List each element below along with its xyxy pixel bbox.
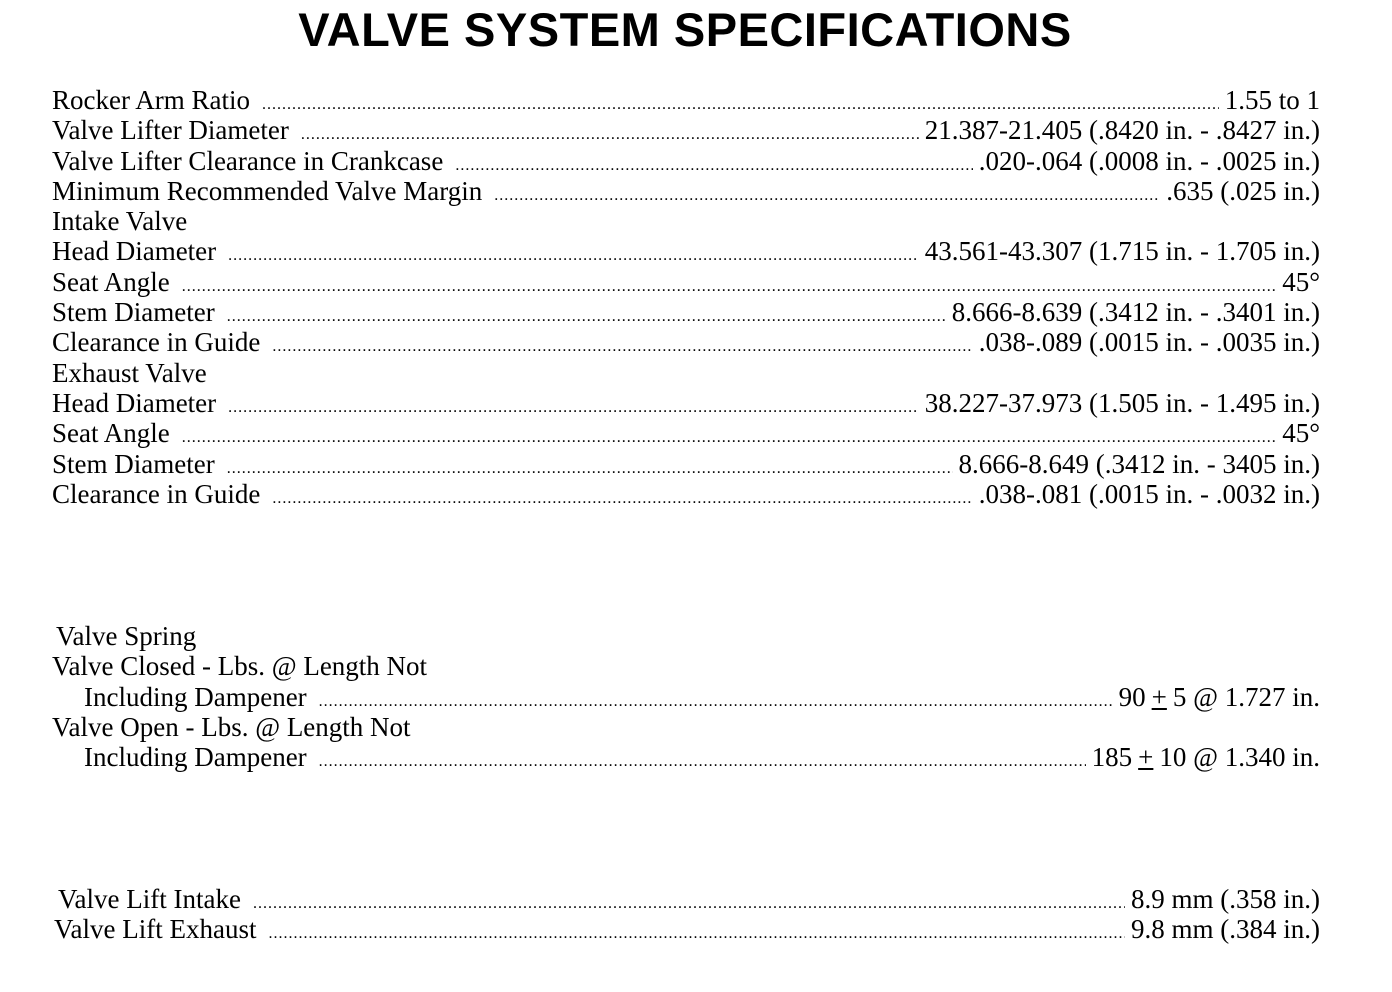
- spec-row: [52, 85, 1320, 115]
- dot-leader: [253, 889, 1125, 919]
- valve-spring-heading: Valve Spring: [56, 621, 197, 651]
- spec-value: 45°: [1282, 266, 1320, 297]
- spec-value: 1.55 to 1: [1224, 85, 1320, 115]
- spec-value: 8.9 mm (.358 in.): [1131, 884, 1320, 914]
- spec-row: [52, 297, 1320, 327]
- spec-row: [52, 267, 1320, 297]
- spec-label: Head Diameter: [52, 387, 217, 418]
- spec-value: 43.561-43.307 (1.715 in. - 1.705 in.): [924, 236, 1320, 267]
- spec-row: [52, 115, 1320, 145]
- dot-leader: [227, 302, 946, 332]
- spec-row: [52, 914, 1320, 944]
- spec-label: Valve Lifter Diameter: [52, 115, 289, 146]
- valve-spring-section: [52, 621, 1320, 772]
- spec-value: 90 + 5 @ 1.727 in.: [1118, 681, 1320, 712]
- spec-row: [52, 682, 1320, 712]
- spec-label: Stem Diameter: [52, 448, 215, 479]
- spec-label: Including Dampener: [84, 681, 307, 712]
- spec-label: Stem Diameter: [52, 297, 215, 328]
- spec-row: [52, 742, 1320, 772]
- dot-leader: [228, 241, 919, 271]
- spec-row: [52, 146, 1320, 176]
- spec-row: [52, 388, 1320, 418]
- spec-value: .635 (.025 in.): [1166, 175, 1320, 206]
- spec-row: [52, 236, 1320, 266]
- spec-row: [52, 884, 1320, 914]
- spec-row: [52, 479, 1320, 509]
- valve-specs-table: [52, 85, 1320, 509]
- plus-minus-symbol: +: [1138, 742, 1154, 773]
- spec-value: .020-.064 (.0008 in. - .0025 in.): [978, 145, 1320, 176]
- dot-leader: [268, 919, 1125, 949]
- spec-label: Including Dampener: [84, 742, 307, 773]
- spec-value: 185 + 10 @ 1.340 in.: [1091, 742, 1320, 773]
- valve-open-heading: Valve Open - Lbs. @ Length Not: [52, 711, 411, 742]
- spec-label: Seat Angle: [52, 418, 170, 449]
- spec-row: [52, 327, 1320, 357]
- spec-label: Valve Lift Intake: [58, 884, 241, 914]
- spec-value: 8.666-8.639 (.3412 in. - .3401 in.): [951, 297, 1320, 328]
- spec-row: [52, 449, 1320, 479]
- intake-valve-heading: Intake Valve: [52, 206, 188, 237]
- page-title: VALVE SYSTEM SPECIFICATIONS: [298, 3, 1072, 56]
- dot-leader: [227, 454, 953, 484]
- dot-leader: [319, 747, 1086, 777]
- dot-leader: [272, 484, 972, 514]
- spec-value: .038-.089 (.0015 in. - .0035 in.): [978, 327, 1320, 358]
- spec-value: 38.227-37.973 (1.505 in. - 1.495 in.): [924, 387, 1320, 418]
- spec-label: Clearance in Guide: [52, 327, 261, 358]
- dot-leader: [455, 151, 972, 181]
- spec-label: Valve Lift Exhaust: [54, 914, 257, 945]
- valve-lift-section: [52, 884, 1320, 945]
- dot-leader: [228, 393, 919, 423]
- spec-row: [52, 176, 1320, 206]
- spec-label: Valve Lifter Clearance in Crankcase: [52, 145, 444, 176]
- spec-label: Seat Angle: [52, 266, 170, 297]
- spec-label: Clearance in Guide: [52, 478, 261, 509]
- spec-label: Head Diameter: [52, 236, 217, 267]
- spec-value: .038-.081 (.0015 in. - .0032 in.): [978, 478, 1320, 509]
- exhaust-valve-heading: Exhaust Valve: [52, 357, 207, 388]
- spec-value: 21.387-21.405 (.8420 in. - .8427 in.): [924, 115, 1320, 146]
- spec-row: [52, 418, 1320, 448]
- spec-label: Minimum Recommended Valve Margin: [52, 175, 483, 206]
- plus-minus-symbol: +: [1151, 681, 1167, 712]
- valve-closed-heading: Valve Closed - Lbs. @ Length Not: [52, 651, 428, 682]
- spec-value: 45°: [1282, 418, 1320, 449]
- spec-value: 9.8 mm (.384 in.): [1131, 914, 1320, 945]
- spec-label: Rocker Arm Ratio: [52, 85, 250, 115]
- spec-value: 8.666-8.649 (.3412 in. - 3405 in.): [958, 448, 1320, 479]
